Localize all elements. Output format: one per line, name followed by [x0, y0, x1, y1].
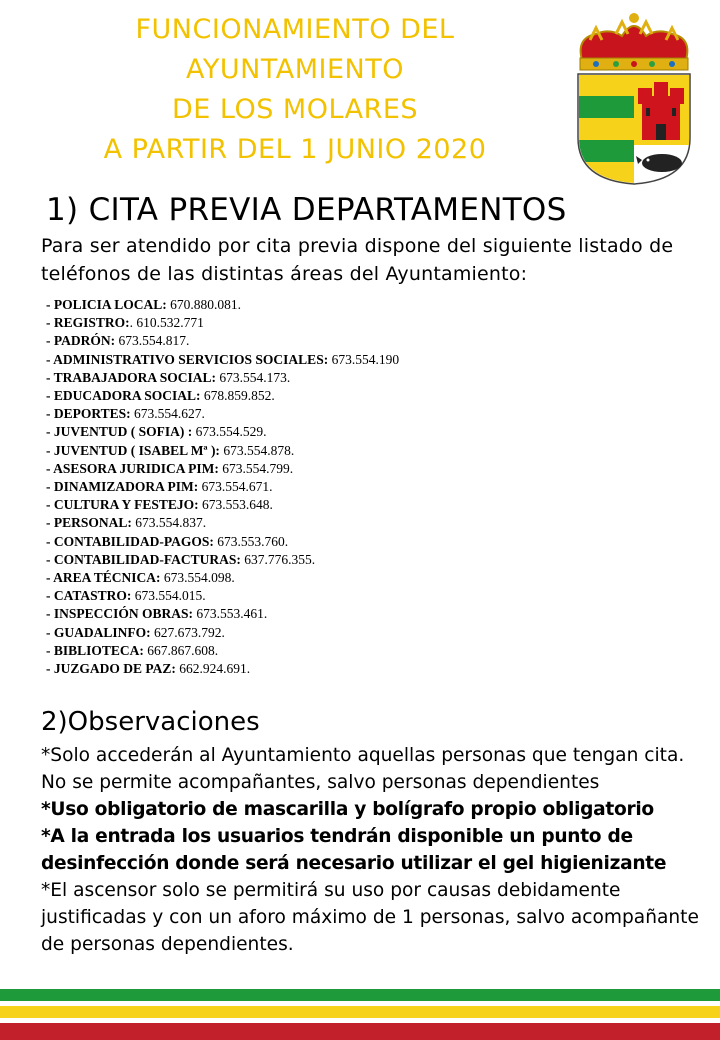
list-item	[46, 387, 566, 405]
phone-number: 673.554.799.	[218, 460, 294, 476]
list-item	[46, 405, 566, 423]
list-item	[46, 478, 566, 496]
list-item	[46, 296, 566, 314]
phone-number: . 610.532.771	[129, 315, 204, 331]
observation-item: *El ascensor solo se permitirá su uso por causas debidamente justificadas y con un aforo máximo de 1 personas, salvo acompañante de personas dependientes.	[41, 880, 699, 955]
list-item	[46, 587, 566, 605]
phone-number: 670.880.081.	[166, 297, 242, 312]
flag-stripes	[0, 989, 720, 1040]
list-item	[46, 332, 566, 350]
phone-number: 673.554.015.	[131, 588, 206, 604]
department-label: - DEPORTES:	[46, 406, 131, 422]
department-label: - JUVENTUD ( ISABEL Mª ):	[46, 442, 220, 458]
section1-heading: 1) CITA PREVIA DEPARTAMENTOS	[46, 192, 567, 228]
section1-intro: Para ser atendido por cita previa dispone del siguiente listado de teléfonos de las distintas áreas del Ayuntamiento:	[41, 235, 674, 285]
observation-item: *Uso obligatorio de mascarilla y bolígrafo propio obligatorio	[41, 799, 654, 820]
department-label: - JUZGADO DE PAZ:	[46, 661, 176, 677]
department-label: - GUADALINFO:	[46, 624, 151, 640]
department-label: - ASESORA JURIDICA PIM:	[46, 460, 219, 476]
department-label: - CULTURA Y FESTEJO:	[46, 497, 199, 513]
department-label: - CONTABILIDAD-PAGOS:	[46, 533, 214, 549]
phone-number: 667.867.608.	[143, 642, 219, 658]
title-line: FUNCIONAMIENTO DEL	[135, 14, 455, 45]
department-label: - ADMINISTRATIVO SERVICIOS SOCIALES:	[46, 351, 329, 367]
title-line: A PARTIR DEL 1 JUNIO 2020	[103, 134, 487, 165]
list-item	[46, 569, 566, 587]
list-item	[46, 496, 566, 514]
phone-number: 673.554.190	[328, 351, 400, 367]
department-label: - PADRÓN:	[46, 333, 116, 349]
phone-number: 678.859.852.	[200, 388, 275, 404]
phone-number: 673.554.837.	[131, 515, 207, 531]
list-item	[46, 442, 566, 460]
list-item	[46, 551, 566, 569]
department-label: - CATASTRO:	[46, 588, 132, 604]
department-label: - PERSONAL:	[46, 515, 132, 531]
phone-number: 673.554.817.	[115, 333, 190, 349]
list-item	[46, 660, 566, 678]
list-item	[46, 314, 566, 332]
phone-number: 627.673.792.	[150, 624, 225, 640]
department-label: - TRABAJADORA SOCIAL:	[46, 369, 217, 385]
department-label: - CONTABILIDAD-FACTURAS:	[46, 551, 241, 567]
phone-number: 673.554.671.	[198, 479, 273, 495]
list-item	[46, 605, 566, 623]
list-item	[46, 423, 566, 441]
phone-list	[46, 296, 566, 678]
phone-number: 673.554.627.	[130, 406, 205, 422]
title-line: AYUNTAMIENTO	[186, 54, 404, 85]
department-label: - BIBLIOTECA:	[46, 642, 144, 658]
phone-number: 637.776.355.	[240, 551, 316, 567]
department-label: - EDUCADORA SOCIAL:	[46, 388, 201, 404]
title-line: DE LOS MOLARES	[171, 94, 419, 125]
phone-number: 673.554.529.	[192, 424, 267, 440]
observation-item: *A la entrada los usuarios tendrán disponible un punto de desinfección donde será necesario utilizar el gel higienizante	[41, 826, 667, 874]
phone-number: 662.924.691.	[175, 661, 251, 677]
department-label: - REGISTRO:	[46, 315, 130, 331]
department-label: - JUVENTUD ( SOFIA) :	[46, 424, 193, 440]
page-title	[40, 10, 550, 170]
coat-of-arms-icon	[572, 8, 696, 186]
phone-number: 673.554.173.	[216, 369, 291, 385]
phone-number: 673.554.878.	[219, 442, 295, 458]
section2-heading: 2)Observaciones	[41, 707, 260, 737]
list-item	[46, 460, 566, 478]
observations	[41, 742, 711, 958]
stripe-red	[0, 1023, 720, 1040]
stripe-green	[0, 989, 720, 1001]
list-item	[46, 533, 566, 551]
department-label: - INSPECCIÓN OBRAS:	[46, 606, 194, 622]
stripe-yellow	[0, 1006, 720, 1018]
phone-number: 673.553.461.	[193, 606, 268, 622]
phone-number: 673.554.098.	[160, 570, 235, 586]
observation-item: *Solo accederán al Ayuntamiento aquellas personas que tengan cita. No se permite acompañantes, salvo personas dependientes	[41, 745, 685, 793]
list-item	[46, 514, 566, 532]
phone-number: 673.553.648.	[198, 497, 273, 513]
department-label: - AREA TÉCNICA:	[46, 570, 161, 586]
list-item	[46, 369, 566, 387]
department-label: - DINAMIZADORA PIM:	[46, 479, 199, 495]
list-item	[46, 642, 566, 660]
list-item	[46, 351, 566, 369]
list-item	[46, 624, 566, 642]
phone-number: 673.553.760.	[213, 533, 289, 549]
department-label: - POLICIA LOCAL:	[46, 297, 167, 312]
